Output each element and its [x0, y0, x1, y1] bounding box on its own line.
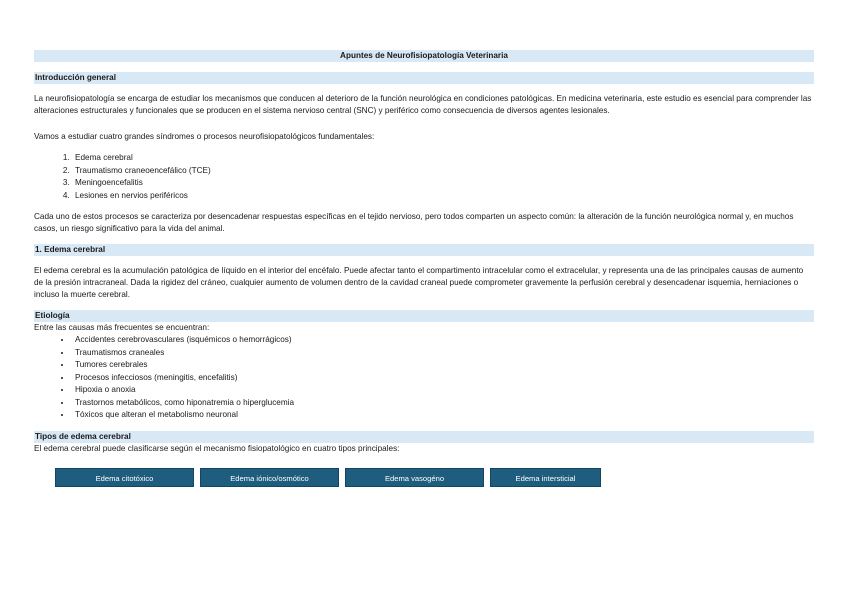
- tipos-intro: El edema cerebral puede clasificarse según el mecanismo fisiopatológico en cuatro tipos principales:: [34, 443, 400, 453]
- etiologia-intro: Entre las causas más frecuentes se encuentran:: [34, 323, 210, 332]
- etiologia-list: [34, 334, 814, 422]
- list-item: 3. Meningoencefalitis: [72, 177, 814, 190]
- edema-citotoxico-button[interactable]: Edema citotóxico: [55, 468, 194, 487]
- subheading-tipos: Tipos de edema cerebral: [34, 431, 814, 443]
- list-item: • Tumores cerebrales: [72, 359, 814, 372]
- list-item: • Traumatismos craneales: [72, 347, 814, 360]
- list-item: 4. Lesiones en nervios periféricos: [72, 190, 814, 203]
- list-item: 1. Edema cerebral: [72, 152, 814, 165]
- intro-paragraph-1: La neurofisiopatología se encarga de estudiar los mecanismos que conducen al deterioro de la función neurológica en condiciones patológicas. En medicina veterinaria, este estudio es esencial para comprender las alteraciones estructurales y funcionales que se producen en el sistema nervioso central (SNC) y periférico como consecuencia de diversos agentes lesionales.: [34, 94, 812, 115]
- syndromes-list: [34, 152, 814, 202]
- intro-paragraph-2: Vamos a estudiar cuatro grandes síndromes o procesos neurofisiopatológicos fundamentales:: [34, 132, 375, 141]
- section-heading-intro: Introducción general: [34, 72, 814, 84]
- list-item: • Tóxicos que alteran el metabolismo neuronal: [72, 409, 814, 422]
- edema-paragraph: El edema cerebral es la acumulación patológica de líquido en el interior del encéfalo. Puede afectar tanto el compartimento intracelular como el extracelular, y representa una de las principales causas de aumento de la presión intracraneal. Dada la rigidez del cráneo, cualquier aumento de volumen dentro de la cavidad craneal puede comprometer gravemente la perfusión cerebral y desencadenar isquemia, herniaciones o incluso la muerte cerebral.: [34, 266, 804, 299]
- intro-paragraph-3: Cada uno de estos procesos se caracteriza por desencadenar respuestas específicas en el tejido nervioso, pero todos comparten un aspecto común: la alteración de la función neurológica normal y, en muchos casos, un riesgo significativo para la vida del animal.: [34, 212, 794, 233]
- document-page: [34, 50, 814, 487]
- subheading-etiologia: Etiología: [34, 310, 814, 322]
- list-item: • Accidentes cerebrovasculares (isquémicos o hemorrágicos): [72, 334, 814, 347]
- section-heading-edema: 1. Edema cerebral: [34, 244, 814, 256]
- document-title: Apuntes de Neurofisiopatología Veterinaria: [34, 50, 814, 62]
- edema-ionico-button[interactable]: Edema iónico/osmótico: [200, 468, 339, 487]
- list-item: 2. Traumatismo craneoencefálico (TCE): [72, 165, 814, 178]
- edema-types-buttons: [55, 468, 814, 487]
- list-item: • Procesos infecciosos (meningitis, encefalitis): [72, 372, 814, 385]
- list-item: • Hipoxia o anoxia: [72, 384, 814, 397]
- list-item: • Trastornos metabólicos, como hiponatremia o hiperglucemia: [72, 397, 814, 410]
- edema-intersticial-button[interactable]: Edema intersticial: [490, 468, 601, 487]
- edema-vasogeno-button[interactable]: Edema vasogéno: [345, 468, 484, 487]
